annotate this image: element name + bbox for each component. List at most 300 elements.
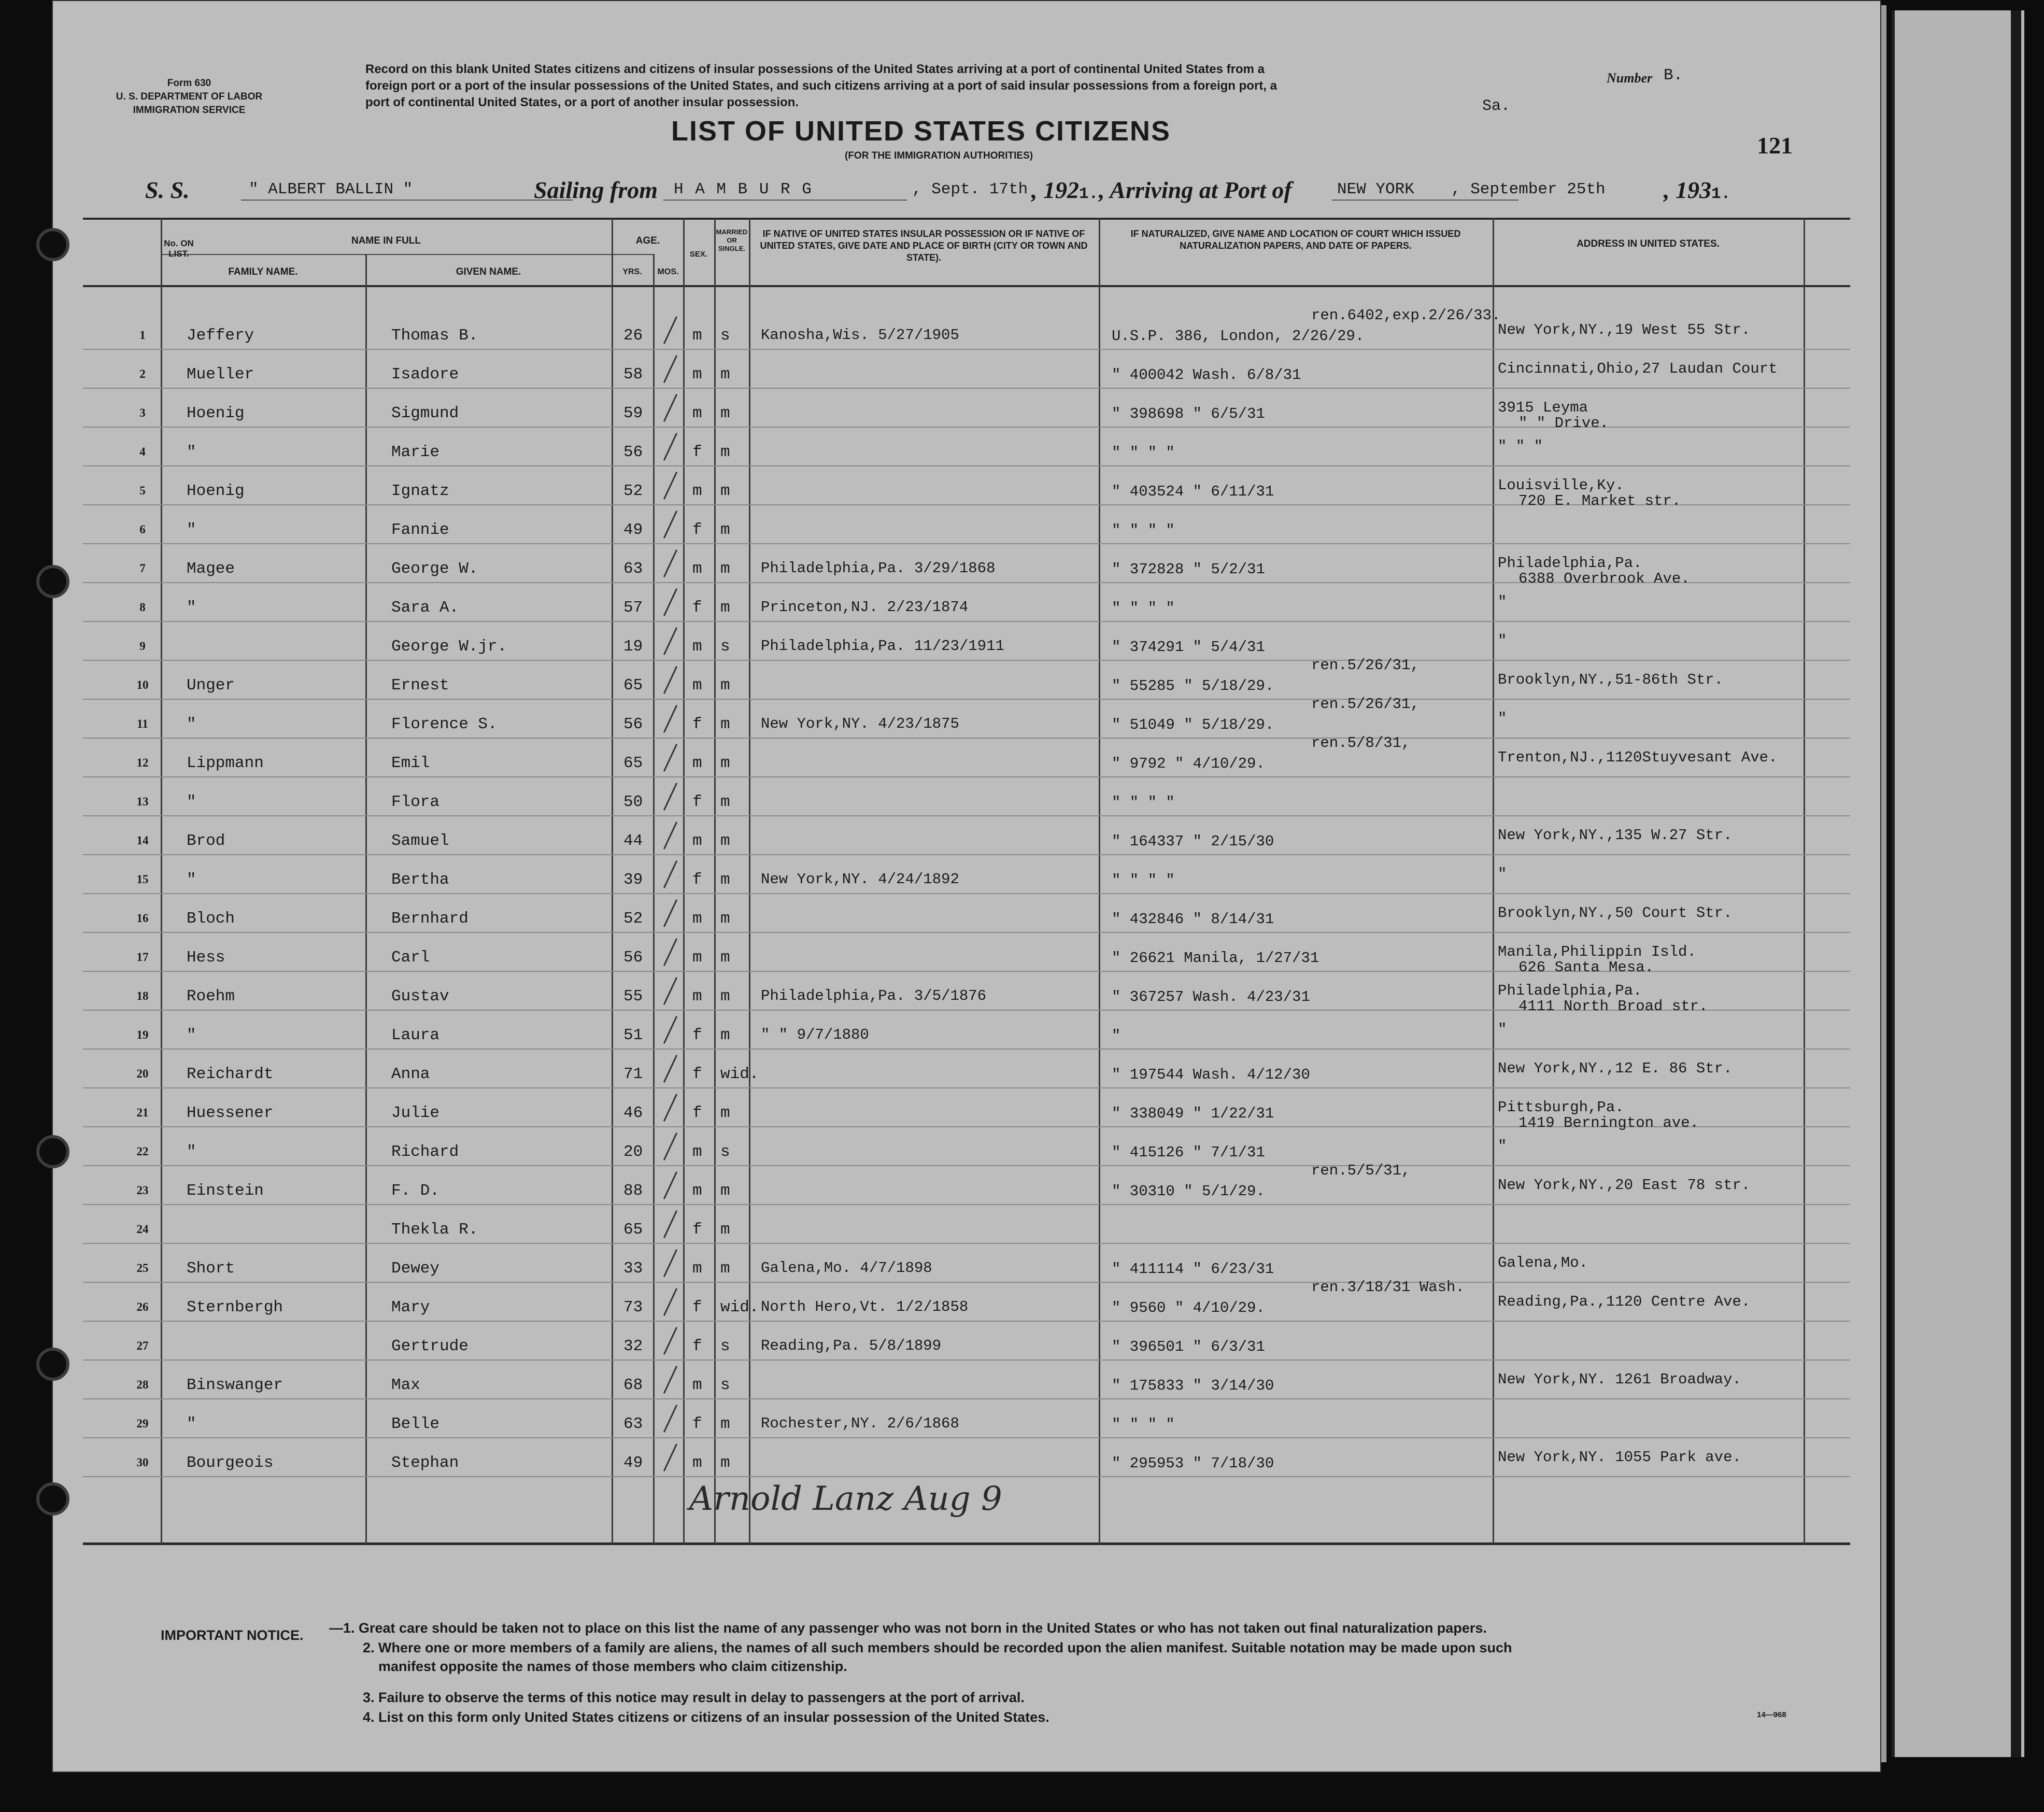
marital-status: wid. xyxy=(720,1065,759,1083)
table-row xyxy=(52,1162,1881,1205)
header-family-name: FAMILY NAME. xyxy=(228,266,298,277)
age-years: 56 xyxy=(623,949,643,967)
table-row xyxy=(52,389,1881,432)
row-number: 13 xyxy=(136,795,149,808)
row-number: 24 xyxy=(136,1223,149,1236)
row-number: 25 xyxy=(136,1262,149,1275)
given-name: Thomas B. xyxy=(391,327,478,345)
marital-status: m xyxy=(720,949,730,967)
row-number: 12 xyxy=(136,756,149,769)
address: Brooklyn,NY.,51-86th Str. xyxy=(1498,671,1724,688)
page-number: 121 xyxy=(1757,132,1793,159)
marital-status: m xyxy=(720,715,730,733)
naturalization-record: " 197544 Wash. 4/12/30 xyxy=(1112,1066,1310,1083)
family-name: Roehm xyxy=(187,987,235,1006)
instruction-line: Record on this blank United States citizens and citizens of insular possessions of the United States arriving at a port of continental United States from a xyxy=(365,62,1265,76)
address: " xyxy=(1498,632,1507,649)
tick-mark xyxy=(663,1210,677,1238)
age-years: 44 xyxy=(623,832,643,850)
marital-status: m xyxy=(720,676,730,695)
sex-value: f xyxy=(692,1065,702,1083)
table-row xyxy=(52,734,1881,777)
address: " xyxy=(1498,593,1507,611)
table-row xyxy=(52,1205,1881,1244)
sex-value: f xyxy=(692,1221,702,1239)
given-name: Marie xyxy=(391,443,440,461)
given-name: Laura xyxy=(391,1026,440,1044)
age-years: 56 xyxy=(623,715,643,733)
header-divider xyxy=(612,254,653,255)
naturalization-record: " 374291 " 5/4/31 xyxy=(1112,639,1265,656)
row-number: 15 xyxy=(136,873,149,886)
naturalization-record: " " " " xyxy=(1112,600,1175,617)
given-name: Ernest xyxy=(391,676,449,695)
binder-hole xyxy=(36,228,69,261)
notice-label: IMPORTANT NOTICE. xyxy=(161,1627,304,1643)
marital-status: m xyxy=(720,1026,730,1044)
sex-value: f xyxy=(692,1104,702,1122)
tick-mark xyxy=(663,1327,677,1355)
naturalization-record: " 55285 " 5/18/29. xyxy=(1112,677,1274,695)
family-name: Bourgeois xyxy=(187,1454,274,1472)
address: Philadelphia,Pa. xyxy=(1498,982,1642,999)
table-row xyxy=(52,307,1881,350)
age-years: 49 xyxy=(623,521,643,539)
manifest-sheet xyxy=(52,0,1881,1773)
address: Cincinnati,Ohio,27 Laudan Court xyxy=(1498,360,1778,377)
tick-mark xyxy=(663,1133,677,1160)
sex-value: f xyxy=(692,793,702,811)
tick-mark xyxy=(663,938,677,966)
arriving-label: , Arriving at Port of xyxy=(1099,177,1292,203)
header-no: No. ON LIST. xyxy=(164,238,194,259)
table-row xyxy=(52,855,1881,894)
sailing-date: , Sept. 17th xyxy=(912,180,1028,199)
sailing-port: H A M B U R G xyxy=(674,180,813,199)
marital-status: m xyxy=(720,1454,730,1472)
marital-status: m xyxy=(720,1259,730,1278)
tick-mark xyxy=(663,783,677,811)
row-number: 6 xyxy=(139,523,146,536)
naturalization-record: " 9792 " 4/10/29. xyxy=(1112,755,1265,772)
given-name: Max xyxy=(391,1376,420,1394)
number-value: B. xyxy=(1664,66,1683,84)
table-row xyxy=(52,696,1881,739)
given-name: Florence S. xyxy=(391,715,498,733)
department-name: U. S. DEPARTMENT OF LABOR xyxy=(116,91,263,102)
sex-value: f xyxy=(692,599,702,617)
given-name: Sara A. xyxy=(391,599,459,617)
naturalization-record: " " " " xyxy=(1112,1416,1175,1433)
marital-status: s xyxy=(720,638,730,656)
age-years: 73 xyxy=(623,1298,643,1316)
page-edge xyxy=(2011,10,2021,1757)
naturalization-note: ren.6402,exp.2/26/33. xyxy=(1311,307,1501,324)
row-number: 23 xyxy=(136,1184,149,1197)
binder-hole xyxy=(36,1482,69,1516)
naturalization-record: " 415126 " 7/1/31 xyxy=(1112,1144,1265,1161)
tick-mark xyxy=(663,860,677,888)
instruction-line: port of continental United States, or a port of another insular possession. xyxy=(365,95,799,109)
address-line2: 4111 North Broad str. xyxy=(1518,998,1708,1015)
age-years: 63 xyxy=(623,560,643,578)
marital-status: m xyxy=(720,521,730,539)
family-name: " xyxy=(187,443,196,461)
tick-mark xyxy=(663,627,677,655)
naturalization-record: U.S.P. 386, London, 2/26/29. xyxy=(1112,328,1365,345)
sex-value: f xyxy=(692,715,702,733)
marital-status: m xyxy=(720,1221,730,1239)
naturalization-record: " 51049 " 5/18/29. xyxy=(1112,716,1274,733)
birth-place-date: Kanosha,Wis. 5/27/1905 xyxy=(761,327,959,344)
naturalization-record: " " " " xyxy=(1112,794,1175,811)
instruction-line: foreign port or a port of the insular possessions of the United States, and such citizens arriving at a port of said insular possessions from a foreign port, a xyxy=(365,79,1277,93)
marital-status: s xyxy=(720,327,730,345)
year-prefix: , 193 xyxy=(1664,177,1711,203)
naturalization-record: " xyxy=(1112,1027,1121,1044)
header-married: MARRIED OR SINGLE. xyxy=(716,228,748,252)
row-number: 17 xyxy=(136,951,149,964)
marital-status: m xyxy=(720,443,730,461)
address: Louisville,Ky. xyxy=(1498,477,1624,494)
header-given-name: GIVEN NAME. xyxy=(456,266,521,277)
given-name: Isadore xyxy=(391,365,459,384)
page-subtitle: (FOR THE IMMIGRATION AUTHORITIES) xyxy=(845,150,1033,161)
table-row xyxy=(52,657,1881,700)
row-number: 5 xyxy=(139,484,146,497)
address: New York,NY.,19 West 55 Str. xyxy=(1498,321,1751,338)
address: Manila,Philippin Isld. xyxy=(1498,943,1696,960)
birth-place-date: Princeton,NJ. 2/23/1874 xyxy=(761,599,969,616)
marital-status: s xyxy=(720,1337,730,1355)
table-row xyxy=(52,972,1881,1015)
arrival-port: NEW YORK xyxy=(1337,180,1414,199)
address: Philadelphia,Pa. xyxy=(1498,555,1642,572)
binder-hole xyxy=(36,1348,69,1381)
birth-place-date: " " 9/7/1880 xyxy=(761,1026,869,1043)
address: " xyxy=(1498,1138,1507,1155)
service-name: IMMIGRATION SERVICE xyxy=(133,105,246,116)
address: New York,NY. 1055 Park ave. xyxy=(1498,1449,1741,1466)
naturalization-record: " 367257 Wash. 4/23/31 xyxy=(1112,988,1310,1006)
age-years: 88 xyxy=(623,1182,643,1200)
given-name: Sigmund xyxy=(391,404,459,422)
birth-place-date: North Hero,Vt. 1/2/1858 xyxy=(761,1298,969,1315)
tick-mark xyxy=(663,666,677,694)
birth-place-date: Rochester,NY. 2/6/1868 xyxy=(761,1415,959,1432)
binder-hole xyxy=(36,1135,69,1168)
number-label: Number xyxy=(1607,70,1653,86)
table-row xyxy=(52,1050,1881,1088)
family-name: Jeffery xyxy=(187,327,254,345)
family-name: Short xyxy=(187,1259,235,1278)
table-row xyxy=(52,1438,1881,1477)
birth-place-date: Philadelphia,Pa. 3/29/1868 xyxy=(761,560,996,577)
naturalization-record: " 403524 " 6/11/31 xyxy=(1112,483,1274,500)
naturalization-record: " 295953 " 7/18/30 xyxy=(1112,1455,1274,1472)
naturalization-record: " 9560 " 4/10/29. xyxy=(1112,1299,1265,1316)
age-years: 58 xyxy=(623,365,643,384)
given-name: Julie xyxy=(391,1104,440,1122)
family-name: Sternbergh xyxy=(187,1298,283,1316)
year-suffix: 1. xyxy=(1711,185,1731,203)
table-row xyxy=(52,1088,1881,1131)
given-name: Samuel xyxy=(391,832,449,850)
marital-status: s xyxy=(720,1143,730,1161)
marital-status: m xyxy=(720,832,730,850)
sex-value: f xyxy=(692,443,702,461)
given-name: Mary xyxy=(391,1298,430,1316)
family-name: Lippmann xyxy=(187,754,264,772)
age-years: 26 xyxy=(623,327,643,345)
naturalization-record: " " " " xyxy=(1112,872,1175,889)
marital-status: m xyxy=(720,365,730,384)
sex-value: f xyxy=(692,521,702,539)
header-age: AGE. xyxy=(635,235,660,246)
header-yrs: YRS. xyxy=(622,267,642,276)
sex-value: m xyxy=(692,910,702,928)
age-years: 57 xyxy=(623,599,643,617)
notice-item: 2. Where one or more members of a family are aliens, the names of all such members should be recorded upon the alien manifest. Suitable notation may be made upon such xyxy=(363,1640,1512,1655)
tick-mark xyxy=(663,355,677,383)
age-years: 71 xyxy=(623,1065,643,1083)
sex-value: f xyxy=(692,871,702,889)
address: " " " xyxy=(1498,438,1543,455)
row-number: 4 xyxy=(139,445,146,458)
arrival-year xyxy=(1664,176,1730,204)
naturalization-record: " 372828 " 5/2/31 xyxy=(1112,561,1265,578)
address-line2: 626 Santa Mesa. xyxy=(1518,959,1654,976)
sex-value: f xyxy=(692,1337,702,1355)
address: New York,NY.,20 East 78 str. xyxy=(1498,1177,1751,1194)
address-line2: 1419 Bernington ave. xyxy=(1518,1114,1699,1131)
tick-mark xyxy=(663,705,677,733)
tick-mark xyxy=(663,511,677,539)
address-line2: " " Drive. xyxy=(1518,415,1609,432)
sex-value: m xyxy=(692,676,702,695)
table-row xyxy=(52,1244,1881,1283)
given-name: George W. xyxy=(391,560,478,578)
sex-value: m xyxy=(692,638,702,656)
family-name: Hoenig xyxy=(187,482,245,500)
table-row xyxy=(52,816,1881,855)
marital-status: m xyxy=(720,871,730,889)
family-name: " xyxy=(187,521,196,539)
table-row xyxy=(52,933,1881,976)
family-name: Magee xyxy=(187,560,235,578)
row-number: 2 xyxy=(139,367,146,380)
given-name: Emil xyxy=(391,754,430,772)
family-name: " xyxy=(187,1415,196,1433)
row-number: 3 xyxy=(139,406,146,419)
header-bottom-border xyxy=(83,285,1850,287)
naturalization-note: ren.5/8/31, xyxy=(1311,734,1411,752)
birth-place-date: Reading,Pa. 5/8/1899 xyxy=(761,1337,942,1354)
row-number: 16 xyxy=(136,912,149,925)
header-naturalized: IF NATURALIZED, GIVE NAME AND LOCATION OF COURT WHICH ISSUED NATURALIZATION PAPERS, AND DATE OF PAPERS. xyxy=(1130,229,1461,251)
age-years: 68 xyxy=(623,1376,643,1394)
address: Pittsburgh,Pa. xyxy=(1498,1099,1624,1116)
address: " xyxy=(1498,710,1507,727)
sex-value: f xyxy=(692,1298,702,1316)
age-years: 59 xyxy=(623,404,643,422)
notice-item: 3. Failure to observe the terms of this notice may result in delay to passengers at the port of arrival. xyxy=(363,1690,1025,1705)
row-number: 7 xyxy=(139,562,146,575)
table-row xyxy=(52,894,1881,933)
notice-item: manifest opposite the names of those members who claim citizenship. xyxy=(378,1659,847,1674)
birth-place-date: Galena,Mo. 4/7/1898 xyxy=(761,1259,932,1277)
table-row xyxy=(52,505,1881,544)
sex-value: m xyxy=(692,949,702,967)
naturalization-record: " 411114 " 6/23/31 xyxy=(1112,1261,1274,1278)
naturalization-record: " 398698 " 6/5/31 xyxy=(1112,405,1265,422)
tick-mark xyxy=(663,549,677,577)
sex-value: m xyxy=(692,1182,702,1200)
age-years: 55 xyxy=(623,987,643,1006)
age-years: 39 xyxy=(623,871,643,889)
tick-mark xyxy=(663,1366,677,1394)
given-name: Anna xyxy=(391,1065,430,1083)
age-years: 65 xyxy=(623,754,643,772)
header-mos: MOS. xyxy=(657,267,679,276)
given-name: Belle xyxy=(391,1415,440,1433)
given-name: Bernhard xyxy=(391,910,469,928)
naturalization-record: " 26621 Manila, 1/27/31 xyxy=(1112,950,1319,967)
sex-value: f xyxy=(692,1026,702,1044)
binder-hole xyxy=(36,565,69,598)
table-row xyxy=(52,350,1881,389)
address: New York,NY.,135 W.27 Str. xyxy=(1498,827,1733,844)
naturalization-record: " 432846 " 8/14/31 xyxy=(1112,911,1274,928)
row-number: 8 xyxy=(139,601,146,614)
birth-place-date: Philadelphia,Pa. 11/23/1911 xyxy=(761,638,1004,655)
given-name: Ignatz xyxy=(391,482,449,500)
age-years: 20 xyxy=(623,1143,643,1161)
table-row xyxy=(52,1361,1881,1399)
page-title: LIST OF UNITED STATES CITIZENS xyxy=(671,116,1171,147)
given-name: Gertrude xyxy=(391,1337,469,1355)
table-row xyxy=(52,777,1881,816)
sex-value: m xyxy=(692,832,702,850)
family-name: Hess xyxy=(187,949,225,967)
family-name: " xyxy=(187,1143,196,1161)
form-instructions xyxy=(365,61,1277,111)
age-years: 65 xyxy=(623,676,643,695)
tick-mark xyxy=(663,1405,677,1433)
naturalization-record: " " " " xyxy=(1112,522,1175,539)
year-prefix: , 192 xyxy=(1031,177,1079,203)
given-name: Gustav xyxy=(391,987,449,1006)
sex-value: m xyxy=(692,327,702,345)
header-native-birth: IF NATIVE OF UNITED STATES INSULAR POSSESSION OR IF NATIVE OF UNITED STATES, GIVE DATE AND PLACE OF BIRTH (CITY OR TOWN AND STATE). xyxy=(760,229,1088,263)
marital-status: m xyxy=(720,1182,730,1200)
row-number: 21 xyxy=(136,1106,149,1119)
naturalization-note: ren.5/26/31, xyxy=(1311,657,1420,674)
row-number: 29 xyxy=(136,1417,149,1430)
notice-item: 4. List on this form only United States citizens or citizens of an insular possession of the United States. xyxy=(363,1709,1049,1725)
age-years: 56 xyxy=(623,443,643,461)
family-name: Einstein xyxy=(187,1182,264,1200)
sex-value: m xyxy=(692,754,702,772)
row-number: 22 xyxy=(136,1145,149,1158)
naturalization-note: ren.5/26/31, xyxy=(1311,696,1420,713)
table-row xyxy=(52,1279,1881,1322)
sailing-label: Sailing from xyxy=(534,177,658,203)
marital-status: m xyxy=(720,910,730,928)
family-name: Huessener xyxy=(187,1104,274,1122)
given-name: Thekla R. xyxy=(391,1221,478,1239)
marital-status: m xyxy=(720,793,730,811)
print-code: 14—968 xyxy=(1757,1710,1786,1719)
underline xyxy=(241,200,573,201)
family-name: Bloch xyxy=(187,910,235,928)
age-years: 51 xyxy=(623,1026,643,1044)
address-line2: 6388 Overbrook Ave. xyxy=(1518,570,1690,587)
age-years: 50 xyxy=(623,793,643,811)
address: " xyxy=(1498,1021,1507,1038)
tick-mark xyxy=(663,1016,677,1044)
given-name: Stephan xyxy=(391,1454,459,1472)
table-row xyxy=(52,428,1881,466)
form-number: Form 630 xyxy=(167,78,211,89)
address: Brooklyn,NY.,50 Court Str. xyxy=(1498,904,1733,922)
header-sex: SEX. xyxy=(689,250,708,259)
family-name: " xyxy=(187,599,196,617)
naturalization-record: " 396501 " 6/3/31 xyxy=(1112,1338,1265,1355)
form-header xyxy=(114,77,264,117)
age-years: 65 xyxy=(623,1221,643,1239)
row-number: 9 xyxy=(139,640,146,653)
age-years: 52 xyxy=(623,482,643,500)
family-name: Hoenig xyxy=(187,404,245,422)
naturalization-record: " 400042 Wash. 6/8/31 xyxy=(1112,366,1301,384)
row-number: 10 xyxy=(136,678,149,691)
family-name: Brod xyxy=(187,832,225,850)
year-suffix: 1. xyxy=(1079,185,1099,203)
family-name: Mueller xyxy=(187,365,254,384)
marital-status: m xyxy=(720,1104,730,1122)
naturalization-record: " 30310 " 5/1/29. xyxy=(1112,1183,1265,1200)
given-name: Flora xyxy=(391,793,440,811)
birth-place-date: Philadelphia,Pa. 3/5/1876 xyxy=(761,987,987,1004)
sailing-year xyxy=(1031,176,1098,204)
tick-mark xyxy=(663,588,677,616)
notice-item: —1. Great care should be taken not to place on this list the name of any passenger who was not born in the United States or who has not taken out final naturalization papers. xyxy=(329,1620,1487,1636)
table-top-border xyxy=(83,218,1850,220)
naturalization-note: ren.3/18/31 Wash. xyxy=(1311,1279,1465,1296)
tick-mark xyxy=(663,472,677,500)
underline xyxy=(663,200,907,201)
table-row xyxy=(52,1399,1881,1438)
marital-status: m xyxy=(720,754,730,772)
table-row xyxy=(52,1011,1881,1050)
given-name: Carl xyxy=(391,949,430,967)
given-name: Bertha xyxy=(391,871,449,889)
tick-mark xyxy=(663,1288,677,1316)
tick-mark xyxy=(663,394,677,422)
tick-mark xyxy=(663,822,677,850)
marital-status: s xyxy=(720,1376,730,1394)
address-line2: 720 E. Market str. xyxy=(1518,492,1681,509)
row-number: 1 xyxy=(139,329,146,342)
tick-mark xyxy=(663,1171,677,1199)
family-name: " xyxy=(187,1026,196,1044)
sex-value: m xyxy=(692,560,702,578)
sex-value: f xyxy=(692,1415,702,1433)
marital-status: m xyxy=(720,987,730,1006)
naturalization-record: " " " " xyxy=(1112,444,1175,461)
sex-value: m xyxy=(692,404,702,422)
